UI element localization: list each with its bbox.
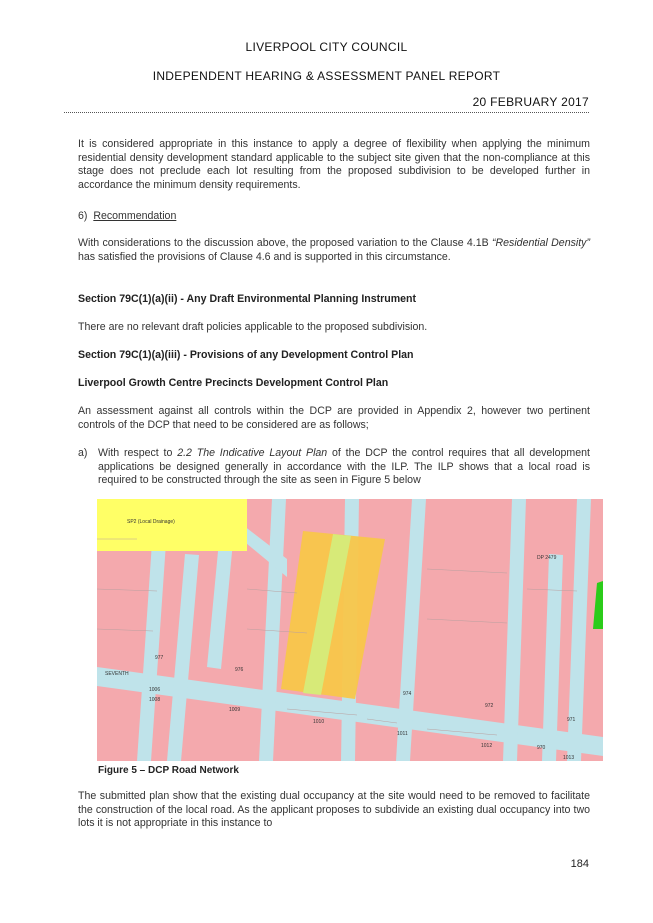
section-draft-epi-heading: Section 79C(1)(a)(ii) - Any Draft Environmental Planning Instrument: [78, 293, 417, 305]
map-label-lot-b: 976: [235, 667, 244, 673]
rec-text-italic: “Residential Density”: [491, 237, 591, 249]
dcp-road-network-map: [97, 499, 603, 761]
map-label-lot-j: 1012: [481, 743, 493, 749]
draft-epi-paragraph: There are no relevant draft policies applicable to the proposed subdivision.: [78, 321, 428, 333]
recommendation-paragraph: [78, 237, 590, 264]
figure-caption: Figure 5 – DCP Road Network: [98, 765, 239, 776]
map-label-lot-h: 1011: [397, 731, 408, 737]
map-label-lot-i: 972: [485, 703, 494, 709]
council-name: LIVERPOOL CITY COUNCIL: [245, 40, 408, 54]
report-date: 20 FEBRUARY 2017: [472, 95, 589, 109]
recommendation-title: Recommendation: [93, 210, 177, 222]
recommendation-heading: [78, 210, 590, 224]
map-label-lot-c: 1006: [149, 687, 161, 693]
map-label-lot-e: 1009: [229, 707, 241, 713]
map-label-lot-f: 1010: [313, 719, 325, 725]
recommendation-number: 6): [78, 210, 88, 222]
flexibility-paragraph: It is considered appropriate in this instance to apply a degree of flexibility when applying the minimum residential density development standard applicable to the subject site given that the non-compliance at this stage does not preclude each lot resulting from the proposed subdivision to be developed further in accordance the minimum density requirements.: [78, 138, 590, 191]
item-a-text-1: With respect to: [98, 447, 178, 459]
page-number: 184: [570, 858, 589, 870]
map-label-lot-k: 971: [567, 717, 576, 723]
map-label-seventh: SEVENTH: [105, 671, 129, 677]
section-growth-centre-heading: Liverpool Growth Centre Precincts Development Control Plan: [78, 377, 389, 389]
map-label-lot-a: 977: [155, 655, 164, 661]
rec-text-b: has satisfied the provisions of Clause 4.6 and is supported in this circumstance.: [78, 250, 451, 263]
report-title: INDEPENDENT HEARING & ASSESSMENT PANEL REPORT: [152, 69, 501, 83]
map-label-sp2: SP2 (Local Drainage): [127, 519, 175, 525]
map-label-lot-l: 1013: [563, 755, 575, 761]
sp2-drainage-zone: [97, 499, 247, 551]
section-dcp-heading: Section 79C(1)(a)(iii) - Provisions of any Development Control Plan: [78, 349, 414, 361]
header-divider: [64, 112, 589, 113]
item-a-italic: 2.2 The Indicative Layout Plan: [177, 447, 328, 459]
item-a-text-2: of the DCP the control requires that all development applications be designed generally in accordance with the ILP. The ILP shows that a local road is required to be constructed through the site as seen in Figure 5 below: [98, 447, 590, 487]
map-label-lot-m: 970: [537, 745, 546, 751]
rec-text-a: With considerations to the discussion above, the proposed variation to the Clause 4.1B: [78, 237, 492, 249]
item-a-text: [98, 447, 590, 488]
map-label-dp: DP 2479: [537, 555, 557, 561]
map-label-lot-g: 974: [403, 691, 412, 697]
submitted-plan-paragraph: The submitted plan show that the existing dual occupancy at the site would need to be removed to facilitate the construction of the local road. As the applicant proposes to subdivide an existing dual occupancy into two lots it is not appropriate in this instance to: [78, 790, 590, 830]
map-label-lot-d: 1008: [149, 697, 161, 703]
assessment-paragraph: An assessment against all controls within the DCP are provided in Appendix 2, however two pertinent controls of the DCP that need to be considered are as follows;: [78, 405, 590, 431]
item-a-label: a): [78, 447, 88, 459]
